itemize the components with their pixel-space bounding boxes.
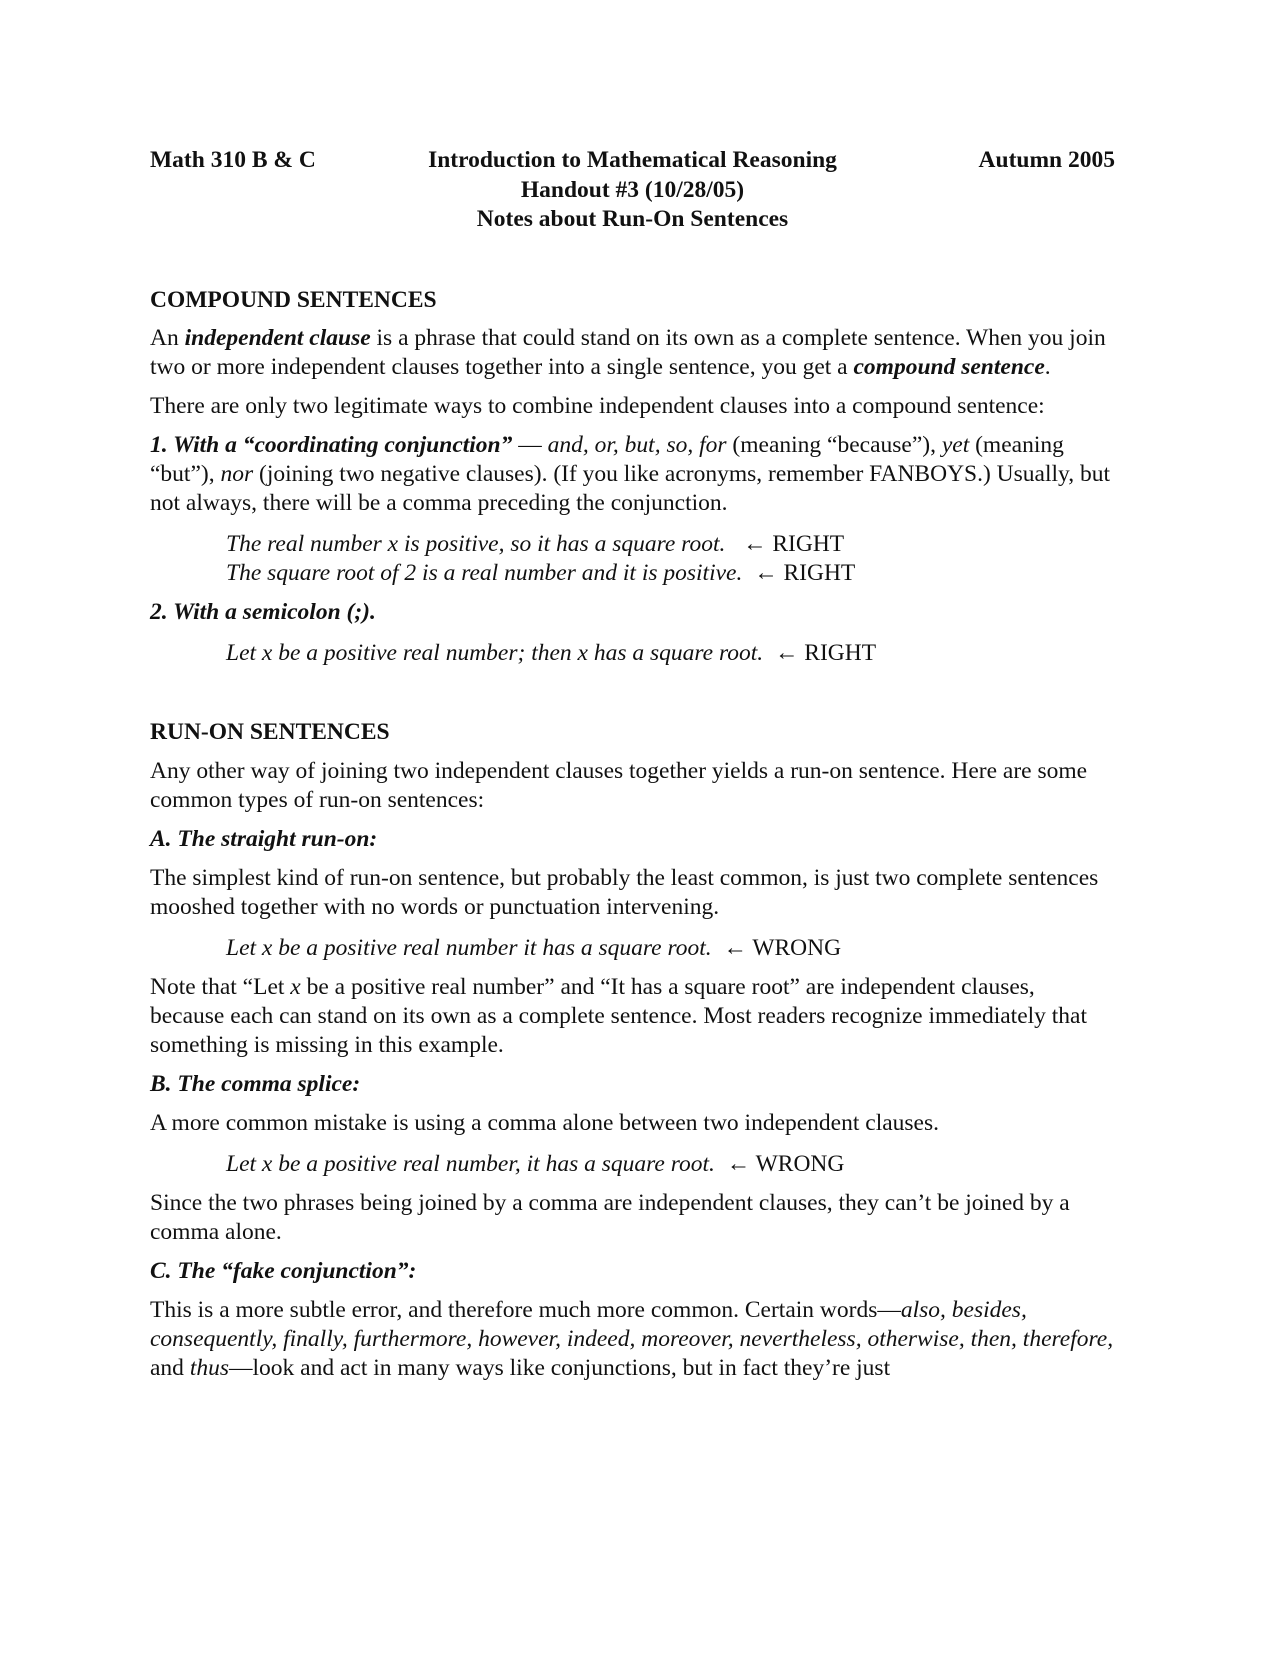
- conjunction-list: and, or, but, so, for: [547, 432, 727, 458]
- header-row: [150, 146, 1115, 176]
- paragraph-comma-splice: A more common mistake is using a comma alone between two independent clauses.: [150, 1110, 940, 1136]
- text-fragment: Note that “Let: [150, 974, 291, 1000]
- term-independent-clause: independent clause: [184, 325, 371, 351]
- course-title: Introduction to Mathematical Reasoning: [428, 147, 837, 173]
- item-coordinating-conjunction: [150, 431, 1115, 518]
- text-fragment: and: [150, 1355, 190, 1381]
- fake-conjunction-list: also, besides, consequently, finally, furthermore, however, indeed, moreover, nevertheless, otherwise, then, therefore,: [150, 1297, 1114, 1352]
- example-mark: ← WRONG: [726, 1151, 845, 1177]
- text-fragment: An: [150, 325, 185, 351]
- paragraph-comma-note: Since the two phrases being joined by a comma are independent clauses, they can’t be joined by a comma alone.: [150, 1190, 1070, 1245]
- course-name: Math 310 B & C: [150, 147, 316, 173]
- paragraph-straight-runon: The simplest kind of run-on sentence, but probably the least common, is just two complete sentences mooshed together with no words or punctuation intervening.: [150, 865, 1099, 920]
- word-nor: nor: [220, 461, 254, 487]
- text-fragment: (meaning “because”),: [726, 432, 942, 458]
- example-text: The real number x is positive, so it has a square root.: [226, 531, 726, 557]
- text-fragment: is a phrase that could stand on its own as a complete sentence. When you join two or more independent clauses together into a single sentence, you get a: [150, 325, 1106, 380]
- word-yet: yet: [941, 432, 970, 458]
- paragraph-two-ways: There are only two legitimate ways to combine independent clauses into a compound sentence:: [150, 393, 1045, 419]
- section-heading-runon: RUN-ON SENTENCES: [150, 719, 390, 745]
- subheading-straight-runon: A. The straight run-on:: [150, 826, 378, 852]
- example-wrong-1: [150, 934, 1115, 963]
- section-heading-compound: COMPOUND SENTENCES: [150, 287, 437, 313]
- example-mark: ← RIGHT: [754, 560, 856, 586]
- text-fragment: —look and act in many ways like conjunctions, but in fact they’re just: [229, 1355, 891, 1381]
- subheading-fake-conjunction: C. The “fake conjunction”:: [150, 1258, 417, 1284]
- document-content: [150, 146, 1115, 1383]
- text-fragment: be a positive real number” and “It has a square root” are independent clauses, because each can stand on its own as a complete sentence. Most readers recognize immediately that something is missing in this example.: [150, 974, 1088, 1058]
- text-fragment: —: [512, 432, 548, 458]
- example-right-3: [150, 639, 1115, 668]
- example-right-2: [150, 559, 1115, 588]
- subheading-comma-splice: B. The comma splice:: [150, 1071, 361, 1097]
- example-mark: ← WRONG: [723, 935, 842, 961]
- example-mark: ← RIGHT: [742, 531, 845, 557]
- word-thus: thus: [189, 1355, 229, 1381]
- paragraph-independent-clause: [150, 324, 1115, 382]
- text-fragment: .: [1044, 354, 1051, 380]
- example-text: Let x be a positive real number; then x has a square root.: [226, 640, 764, 666]
- term-compound-sentence: compound sentence: [853, 354, 1045, 380]
- example-text: Let x be a positive real number, it has a square root.: [226, 1151, 715, 1177]
- example-text: Let x be a positive real number it has a square root.: [226, 935, 712, 961]
- paragraph-runon-note: [150, 973, 1115, 1060]
- example-mark: ← RIGHT: [774, 640, 877, 666]
- example-text: The square root of 2 is a real number and it is positive.: [226, 560, 743, 586]
- text-fragment: (meaning “but”),: [150, 432, 1064, 487]
- text-fragment: (joining two negative clauses). (If you like acronyms, remember FANBOYS.) Usually, but not always, there will be a comma preceding the conjunction.: [150, 461, 1111, 516]
- example-wrong-2: [150, 1150, 1115, 1179]
- handout-subtitle: Notes about Run-On Sentences: [476, 206, 789, 232]
- paragraph-runon-intro: Any other way of joining two independent clauses together yields a run-on sentence. Here are some common types of run-on sentences:: [150, 758, 1088, 813]
- handout-number: Handout #3 (10/28/05): [520, 177, 745, 203]
- example-right-1: [150, 530, 1115, 559]
- variable-x: x: [290, 974, 301, 1000]
- text-fragment: This is a more subtle error, and therefore much more common. Certain words—: [150, 1297, 901, 1323]
- item-label-2: 2. With a semicolon (;).: [150, 599, 376, 625]
- paragraph-fake-conjunction: [150, 1296, 1115, 1383]
- item-label-1: 1. With a “coordinating conjunction”: [150, 432, 513, 458]
- term: Autumn 2005: [978, 147, 1115, 173]
